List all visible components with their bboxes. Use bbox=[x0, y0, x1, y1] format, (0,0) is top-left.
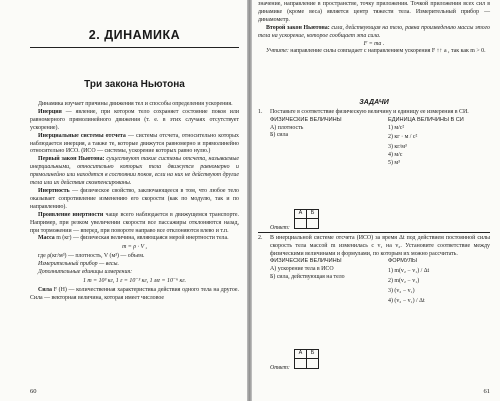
paragraph-lead: Учтите: bbox=[266, 48, 289, 55]
paragraph-lead: Инерциальные системы отсчета bbox=[38, 132, 126, 139]
column-header: ФИЗИЧЕСКИЕ ВЕЛИЧИНЫ bbox=[270, 258, 342, 265]
task-divider bbox=[258, 232, 490, 233]
task-text: Поставьте в соответствие физическую величину и единицу ее измерения в СИ. bbox=[270, 109, 469, 115]
second-law-paragraph bbox=[258, 25, 490, 41]
option-a: А) плотность bbox=[270, 124, 304, 131]
task-number: 1. bbox=[258, 109, 263, 115]
formulas-column bbox=[388, 258, 498, 307]
answer-grid bbox=[294, 349, 319, 369]
paragraph-text: — физическое свойство, заключающееся в том, что любое тело оказывает сопротивление изменению его скорости (как по модулю, так и по направлению). bbox=[30, 187, 239, 210]
answer-cell-b[interactable] bbox=[307, 219, 319, 229]
quantities-column bbox=[270, 258, 380, 281]
task-1 bbox=[258, 109, 490, 229]
paragraph-lead: Первый закон Ньютона: bbox=[38, 156, 105, 163]
paragraph-text: m (кг) — физическая величина, являющаяся мерой инертности тела. bbox=[54, 235, 229, 242]
paragraph-lead: Проявление инертности bbox=[38, 211, 104, 218]
task-number: 2. bbox=[258, 235, 263, 241]
task-text: В инерциальной системе отсчета (ИСО) за время Δt под действием постоянной силы скорость тела массой m изменилась с v₁ на v₂. Установите соответствие между физическими величинами и формулами, по которым их можно рассчитать. bbox=[270, 235, 490, 257]
section-title: Три закона Ньютона bbox=[84, 79, 185, 90]
option-a: А) ускорение тела в ИСО bbox=[270, 266, 334, 273]
paragraph-lead: Сила bbox=[38, 286, 52, 293]
paragraph-text: Динамика изучает причины движения тел и способы определения ускорения. bbox=[38, 101, 233, 107]
answer-col-a: А bbox=[295, 210, 307, 219]
tasks-heading: ЗАДАЧИ bbox=[359, 99, 389, 106]
paragraph-lead: Инертность bbox=[38, 187, 70, 194]
task-columns bbox=[270, 117, 490, 187]
paragraph-lead: Второй закон Ньютона: bbox=[266, 24, 330, 31]
column-header: ЕДИНИЦА ВЕЛИЧИНЫ В СИ bbox=[388, 116, 464, 123]
answer-cell-a[interactable] bbox=[295, 359, 307, 369]
answer-col-b: Б bbox=[307, 210, 319, 219]
answer-grid bbox=[294, 209, 319, 229]
instrument-line: Измерительный прибор — весы. bbox=[38, 261, 119, 268]
continued-paragraph: значение, направление в пространстве, точку приложения. Точкой приложения всех сил в динамике (кроме веса) является центр тяжести тела. Измерительный прибор — динамометр. bbox=[258, 1, 490, 23]
formula-1: 1) m(v₂ − v₁) / Δt bbox=[388, 268, 430, 275]
formula-2: 2) m(v₂ − v₁) bbox=[388, 277, 420, 284]
left-body-text bbox=[30, 101, 239, 303]
option-5: 5) м³ bbox=[388, 159, 400, 166]
paragraph-text: — системы отсчета, относительно которых наблюдается инерция, а также те, которые движутся равномерно и прямолинейно относительно ИСО. (ИСО — системы, ускорение которых равно нулю.) bbox=[30, 132, 239, 155]
paragraph-text: существуют такие системы отсчета, называемые инерциальными, относительно которых тела движутся равномерно и прямолинейно или находятся в состоянии покоя, если на них не действуют другие тела или их действия скомпенсированы. bbox=[30, 156, 240, 187]
answer-label: Ответ: bbox=[270, 225, 290, 231]
formula-4: 4) (v₂ − v₁) / Δt bbox=[388, 297, 425, 304]
option-b: Б) сила, действующая на тело bbox=[270, 273, 345, 280]
paragraph-lead: Масса bbox=[38, 235, 55, 242]
option-3: 3) кг/м³ bbox=[388, 144, 407, 151]
answer-col-a: А bbox=[295, 350, 307, 359]
paragraph-first-law bbox=[30, 156, 239, 188]
option-2: 2) кг · м / с² bbox=[388, 134, 418, 141]
second-law-formula: F = ma . bbox=[363, 40, 385, 47]
option-4: 4) м/с bbox=[388, 151, 403, 158]
answer-cell-b[interactable] bbox=[307, 359, 319, 369]
paragraph-text: сила, действующая на тело, равна произведению массы этого тела на ускорение, которое сообщает эта сила. bbox=[258, 24, 491, 39]
paragraph-lead: Инерция bbox=[38, 108, 62, 115]
answer-cell-a[interactable] bbox=[295, 219, 307, 229]
paragraph-force bbox=[30, 287, 239, 303]
page-number-right: 61 bbox=[483, 388, 490, 395]
answer-col-b: Б bbox=[307, 350, 319, 359]
right-body-text bbox=[258, 1, 490, 56]
paragraph-mass bbox=[30, 235, 239, 243]
remember-paragraph bbox=[258, 48, 490, 56]
paragraph-inertness-example bbox=[30, 212, 239, 236]
column-header: ФОРМУЛЫ bbox=[388, 258, 417, 265]
paragraph-text: — явление, при котором тело сохраняет состояние покоя или равномерного прямолинейного движения (т. е. в этих случаях отсутствует ускорение). bbox=[30, 108, 239, 131]
units-column bbox=[388, 117, 498, 168]
units-heading: Дополнительные единицы измерения: bbox=[38, 269, 133, 276]
paragraph-text: направление силы совпадает с направлением ускорения F ↑↑ a , так как m > 0. bbox=[288, 48, 486, 55]
paragraph-text: чаще всего наблюдается в движущемся транспорте. Например, при резком увеличении скорости все пассажиры отклоняются назад, при торможении — вперед, при повороте направо все отклоняются влево и т.п. bbox=[30, 211, 239, 234]
quantities-column bbox=[270, 117, 380, 140]
column-header: ФИЗИЧЕСКИЕ ВЕЛИЧИНЫ bbox=[270, 116, 342, 123]
chapter-rule bbox=[30, 47, 239, 48]
paragraph-text: F (Н) — количественная характеристика действия одного тела на другое. Сила — векторная величина, которая имеет числовое bbox=[30, 286, 239, 301]
answer-label: Ответ: bbox=[270, 365, 290, 371]
paragraph-inertness bbox=[30, 188, 239, 212]
where-line: где ρ(кг/м³) — плотность, V (м³) — объем. bbox=[38, 253, 145, 260]
page-number-left: 60 bbox=[30, 388, 37, 395]
formula-3: 3) (v₂ − v₁) bbox=[388, 287, 415, 294]
units-line: 1 т = 10³ кг, 1 г = 10⁻³ кг, 1 мг = 10⁻⁶ кг. bbox=[83, 277, 186, 284]
task-columns bbox=[270, 258, 490, 338]
paragraph-inertia bbox=[30, 109, 239, 133]
task-2 bbox=[258, 235, 490, 385]
option-1: 1) м/с² bbox=[388, 124, 405, 131]
paragraph-inertial-frames bbox=[30, 133, 239, 157]
option-b: Б) сила bbox=[270, 132, 289, 139]
mass-formula: m = ρ · V , bbox=[122, 244, 147, 251]
paragraph-dynamics bbox=[30, 101, 239, 109]
chapter-title: 2. ДИНАМИКА bbox=[88, 28, 181, 42]
